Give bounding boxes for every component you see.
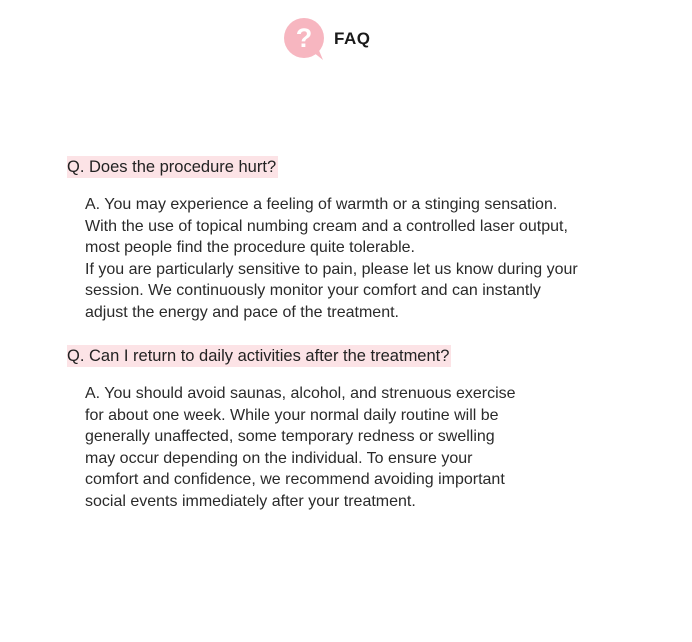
- answer-line: session. We continuously monitor your comfort and can instantly: [85, 282, 541, 299]
- answer-line: A. You may experience a feeling of warmth or a stinging sensation.: [85, 196, 558, 213]
- answer-line: With the use of topical numbing cream and a controlled laser output,: [85, 217, 568, 235]
- faq-answer: [85, 194, 657, 323]
- answer-line: generally unaffected, some temporary redness or swelling: [85, 428, 495, 445]
- faq-answer: [85, 383, 575, 512]
- answer-line: social events immediately after your treatment.: [85, 492, 416, 510]
- page-title: FAQ: [334, 29, 371, 48]
- answer-line: most people find the procedure quite tolerable.: [85, 239, 415, 256]
- faq-question: Q. Does the procedure hurt?: [67, 158, 277, 176]
- svg-text:?: ?: [295, 23, 313, 53]
- question-bubble-icon: [283, 17, 327, 61]
- answer-line: A. You should avoid saunas, alcohol, and strenuous exercise: [85, 385, 516, 402]
- faq-item: [67, 345, 657, 512]
- faq-header: [0, 17, 692, 61]
- answer-line: If you are particularly sensitive to pain, please let us know during your: [85, 260, 578, 278]
- faq-item: [67, 156, 657, 323]
- answer-line: adjust the energy and pace of the treatment.: [85, 303, 399, 321]
- faq-question: Q. Can I return to daily activities after the treatment?: [67, 347, 450, 365]
- answer-line: for about one week. While your normal daily routine will be: [85, 406, 499, 424]
- answer-line: may occur depending on the individual. To ensure your: [85, 449, 473, 467]
- faq-list: [67, 156, 657, 512]
- answer-line: comfort and confidence, we recommend avoiding important: [85, 471, 505, 488]
